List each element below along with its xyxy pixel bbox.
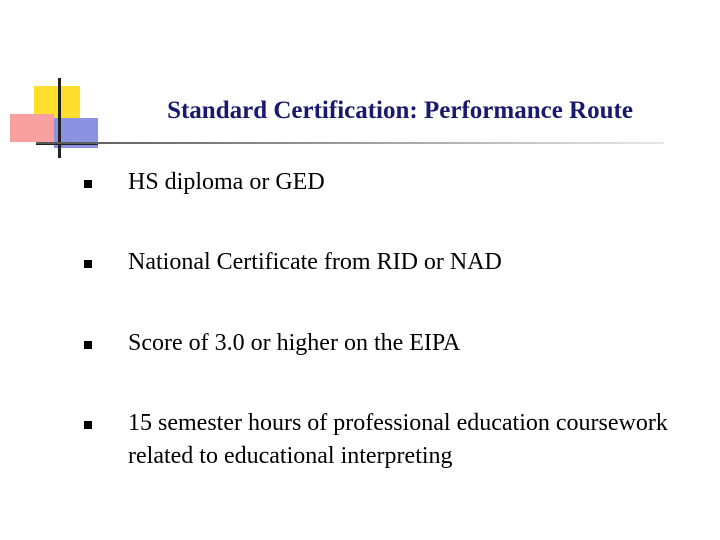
bullet-item bbox=[84, 327, 460, 360]
bullet-text: Score of 3.0 or higher on the EIPA bbox=[128, 330, 461, 356]
header-divider bbox=[36, 142, 664, 144]
bullet-square-icon bbox=[84, 180, 92, 188]
logo-red-square bbox=[10, 114, 54, 142]
header-logo bbox=[0, 0, 120, 170]
bullet-text: HS diploma or GED bbox=[128, 169, 325, 195]
bullet-square-icon bbox=[84, 341, 92, 349]
bullet-text: 15 semester hours of professional education coursework related to educational interpreting bbox=[128, 410, 668, 469]
bullet-item bbox=[84, 246, 502, 279]
slide-title: Standard Certification: Performance Route bbox=[167, 97, 633, 124]
bullet-item bbox=[84, 407, 668, 473]
bullet-square-icon bbox=[84, 421, 92, 429]
bullet-item bbox=[84, 166, 325, 199]
bullet-square-icon bbox=[84, 260, 92, 268]
logo-vertical-line bbox=[58, 78, 61, 158]
bullet-text: National Certificate from RID or NAD bbox=[128, 249, 502, 275]
